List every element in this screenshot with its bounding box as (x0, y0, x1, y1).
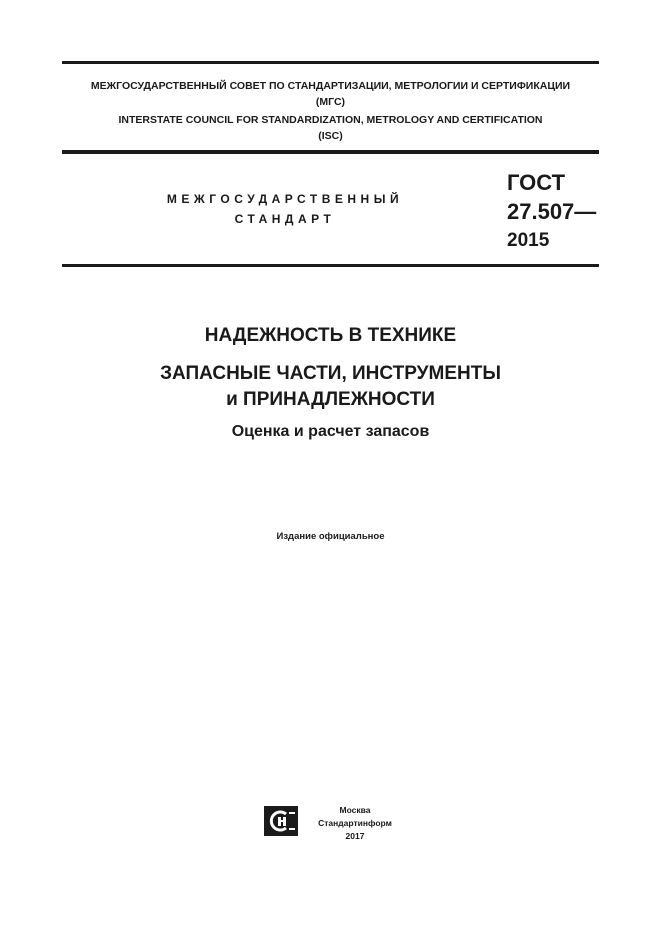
title-line3: и ПРИНАДЛЕЖНОСТИ (226, 389, 435, 410)
top-rule (62, 61, 599, 64)
header-rule (62, 150, 599, 154)
council-abbr-en: (ISC) (318, 130, 343, 142)
publisher-info (309, 804, 401, 843)
standard-kind-line1: МЕЖГОСУДАРСТВЕННЫЙ (166, 192, 404, 206)
gost-year: 2015 (507, 230, 550, 251)
council-name-ru: МЕЖГОСУДАРСТВЕННЫЙ СОВЕТ ПО СТАНДАРТИЗАЦИИ, МЕТРОЛОГИИ И СЕРТИФИКАЦИИ (90, 80, 571, 92)
gost-label: ГОСТ (507, 170, 566, 195)
edition-label: Издание официальное (276, 531, 385, 542)
gost-number: 27.507— (507, 199, 597, 224)
council-header (62, 78, 599, 144)
publisher-name: Стандартинформ (318, 818, 392, 828)
title-main: НАДЕЖНОСТЬ В ТЕХНИКЕ (204, 325, 457, 346)
gost-designation (507, 168, 596, 255)
council-abbr-ru: (МГС) (315, 96, 346, 108)
standartinform-logo-icon (264, 806, 298, 836)
council-name-en: INTERSTATE COUNCIL FOR STANDARDIZATION, METROLOGY AND CERTIFICATION (118, 114, 543, 126)
publisher-year: 2017 (345, 831, 365, 841)
title-subtitle: Оценка и расчет запасов (231, 423, 430, 440)
title-line2: ЗАПАСНЫЕ ЧАСТИ, ИНСТРУМЕНТЫ (160, 363, 501, 384)
publisher-city: Москва (339, 805, 371, 815)
standard-kind-line2: СТАНДАРТ (234, 212, 336, 226)
document-title (62, 325, 599, 441)
designation-rule (62, 264, 599, 267)
